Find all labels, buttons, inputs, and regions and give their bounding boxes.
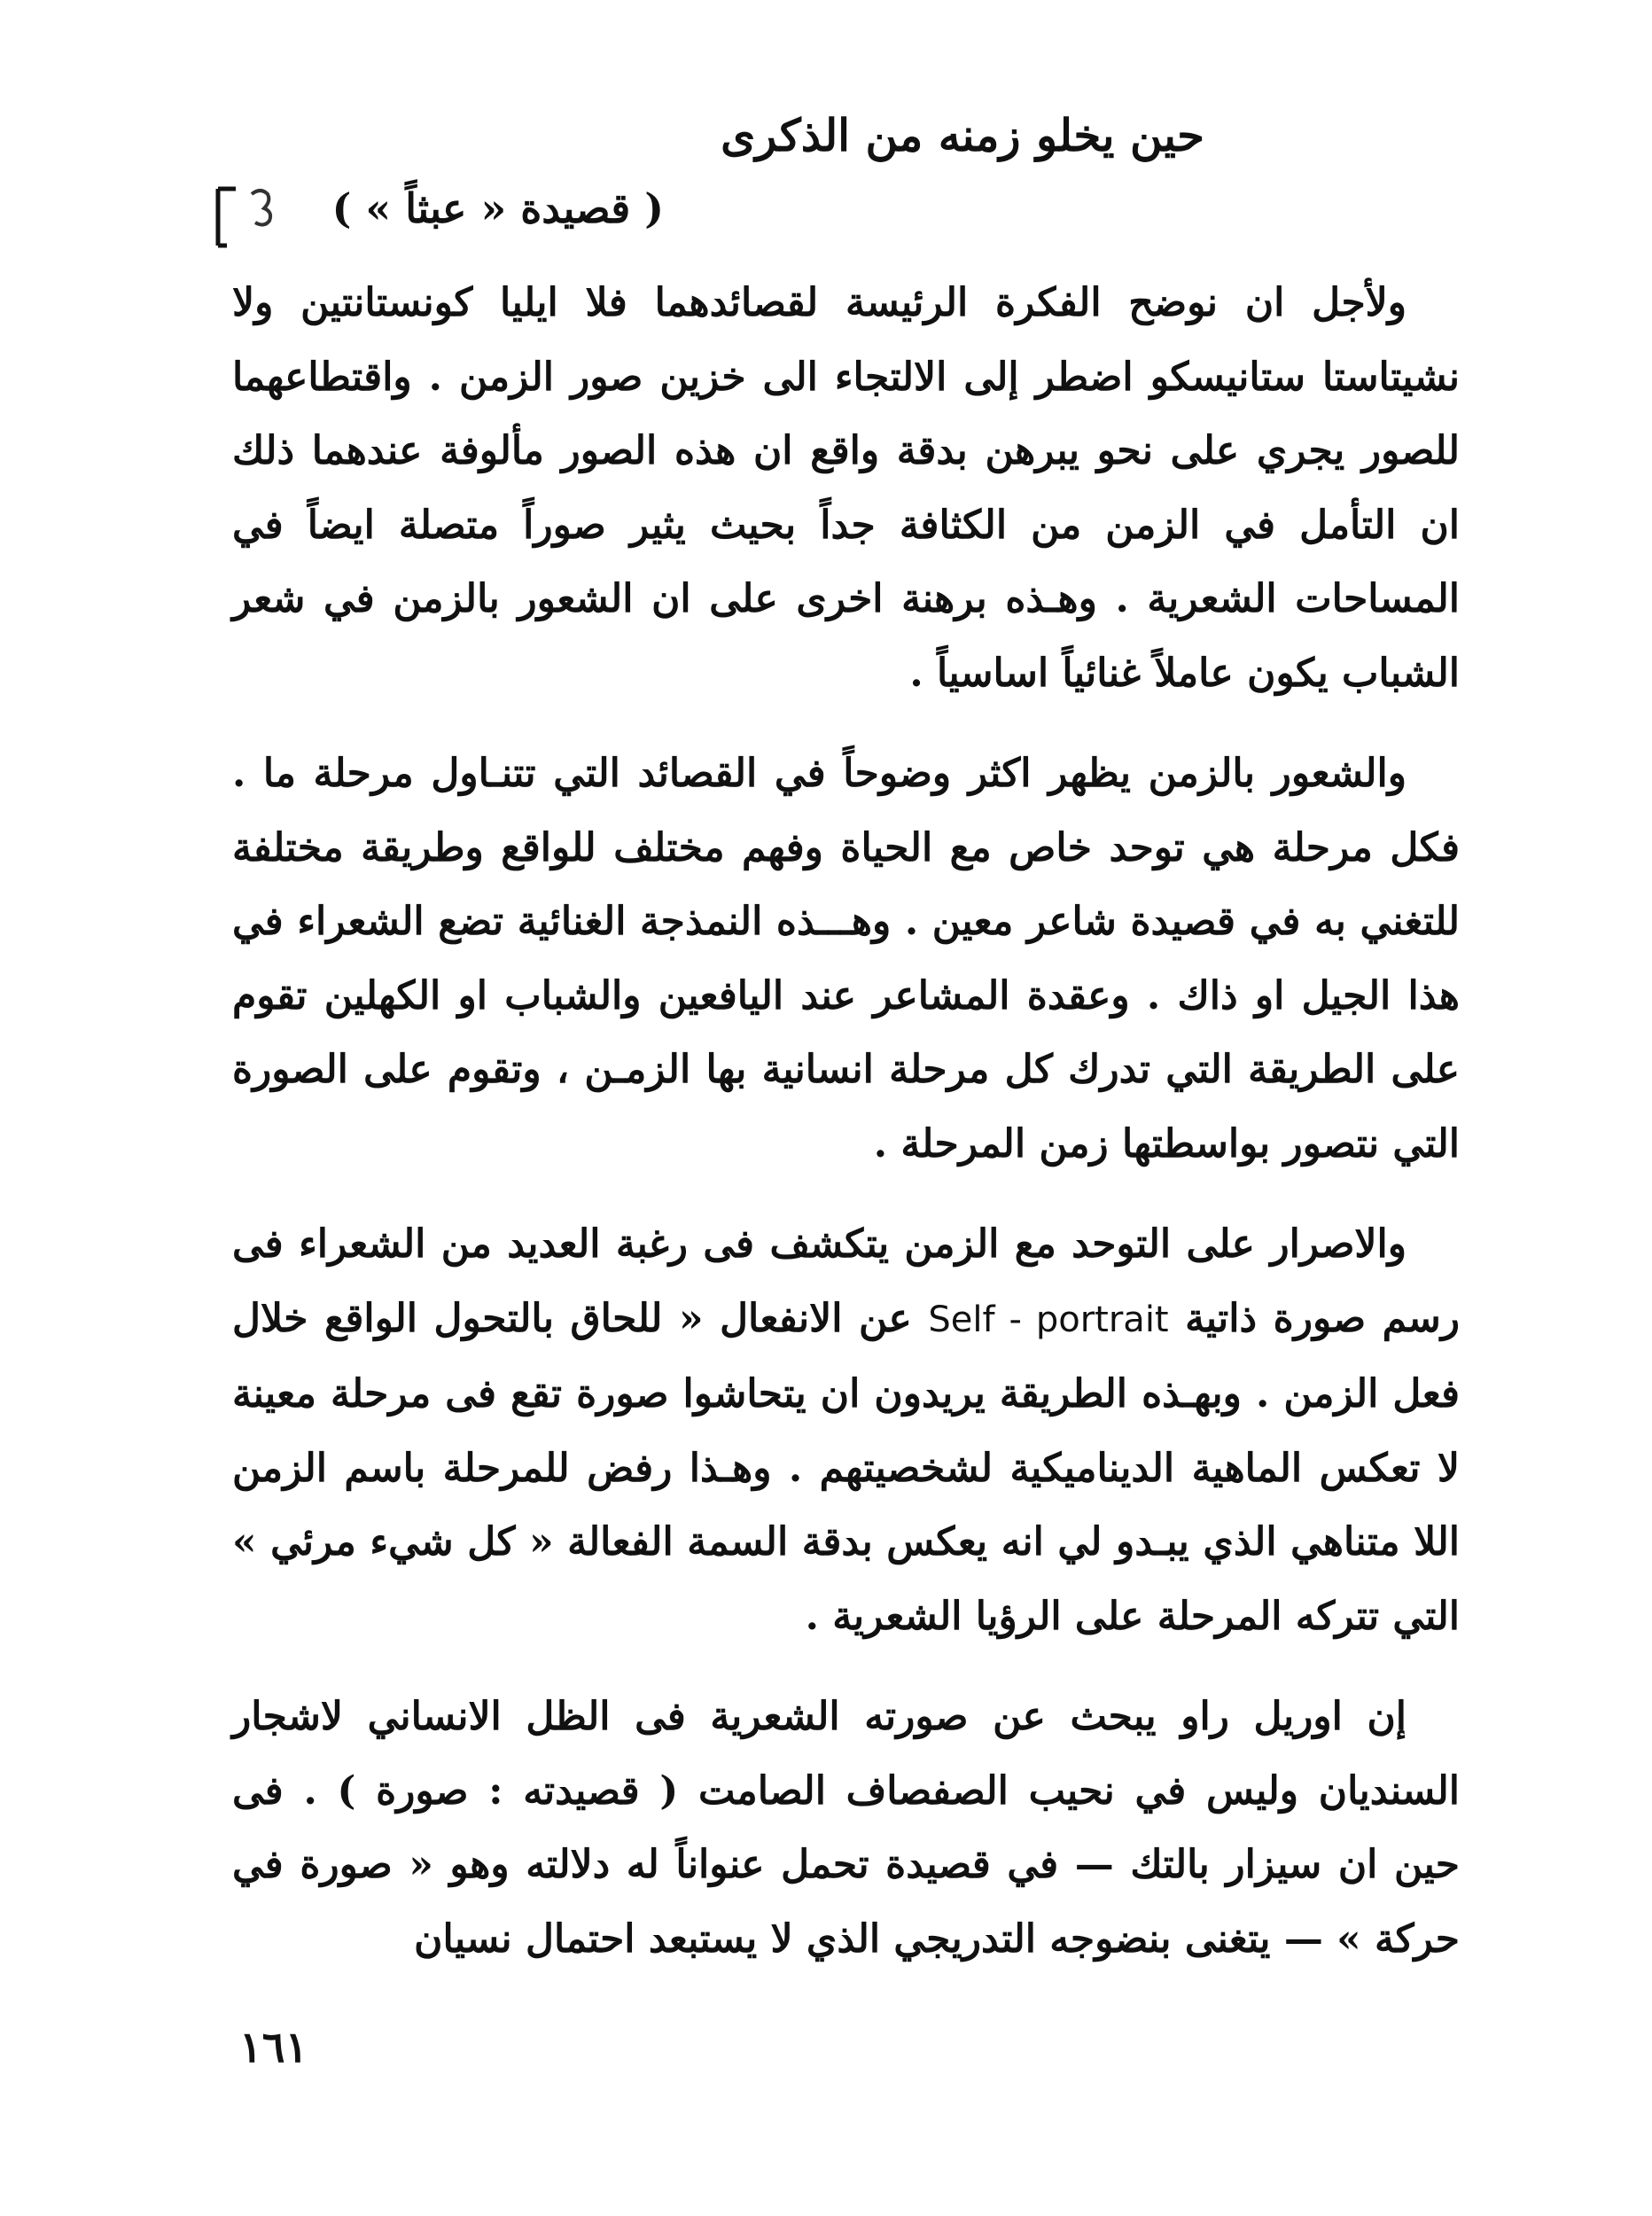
paragraph-3-latin-term: Self - portrait (928, 1299, 1169, 1340)
poem-reference: ( قصيدة « عبثاً » ) (331, 184, 664, 232)
body-text (232, 266, 1460, 1976)
paragraph-2-text: والشعور بالزمن يظهر اكثر وضوحاً في القصائد التي تتنـاول مرحلة ما . فكل مرحلة هي توحد خاص مع الحياة وفهم مختلف للواقع وطريقة مختلفة للتغني به في قصيدة شاعر معين . وهـــذه النمذجة الغنائية تضع الشعراء في هذا الجيل او ذاك . وعقدة المشاعر عند اليافعين والشباب او الكهلين تقوم على الطريقة التي تدرك كل مرحلة انسانية بها الزمـن ، وتقوم على الصورة التي نتصور بواسطتها زمن المرحلة . (232, 751, 1460, 1167)
paragraph-4-text: إن اوريل راو يبحث عن صورته الشعرية فى الظل الانساني لاشجار السنديان وليس في نحيب الصفصاف الصامت ( قصيدته : صورة ) . فى حين ان سيزار بالتك — في قصيدة تحمل عنواناً له دلالته وهو « صورة في حركة » — يتغنى بنضوجه التدريجي الذي لا يستبعد احتمال نسيان (232, 1694, 1460, 1962)
paragraph-1 (232, 266, 1460, 710)
paragraph-1-text: ولأجل ان نوضح الفكرة الرئيسة لقصائدهما فلا ايليا كونستانتين ولا نشيتاستا ستانيسكو اضطر إلى الالتجاء الى خزين صور الزمن . واقتطاعهما للصور يجري على نحو يبرهن بدقة واقع ان هذه الصور مألوفة عندهما ذلك ان التأمل في الزمن من الكثافة جداً بحيث يثير صوراً متصلة ايضاً في المساحات الشعرية . وهـذه برهنة اخرى على ان الشعور بالزمن في شعر الشباب يكون عاملاً غنائياً اساسياً . (232, 280, 1460, 696)
page-number: ١٦١ (239, 2023, 308, 2072)
page-title: حين يخلو زمنه من الذكرى (721, 109, 1204, 161)
paragraph-3-text-start: والاصرار على التوحد مع الزمن يتكشف فى رغبة العديد من الشعراء فى رسم صورة ذاتية (232, 1221, 1460, 1341)
paragraph-3-text-end: عن الانفعال « للحاق بالتحول الواقع خلال فعل الزمن . وبهـذه الطريقة يريدون ان يتحاشوا صورة تقع فى مرحلة معينة لا تعكس الماهية الديناميكية لشخصيتهم . وهـذا رفض للمرحلة باسم الزمن اللا متناهي الذي يبـدو لي انه يعكس بدقة السمة الفعالة « كل شيء مرئي » التي تتركه المرحلة على الرؤيا الشعرية . (232, 1295, 1460, 1639)
paragraph-3 (232, 1207, 1460, 1653)
paragraph-4 (232, 1680, 1460, 1976)
margin-bracket-mark (206, 182, 287, 253)
paragraph-2 (232, 737, 1460, 1181)
